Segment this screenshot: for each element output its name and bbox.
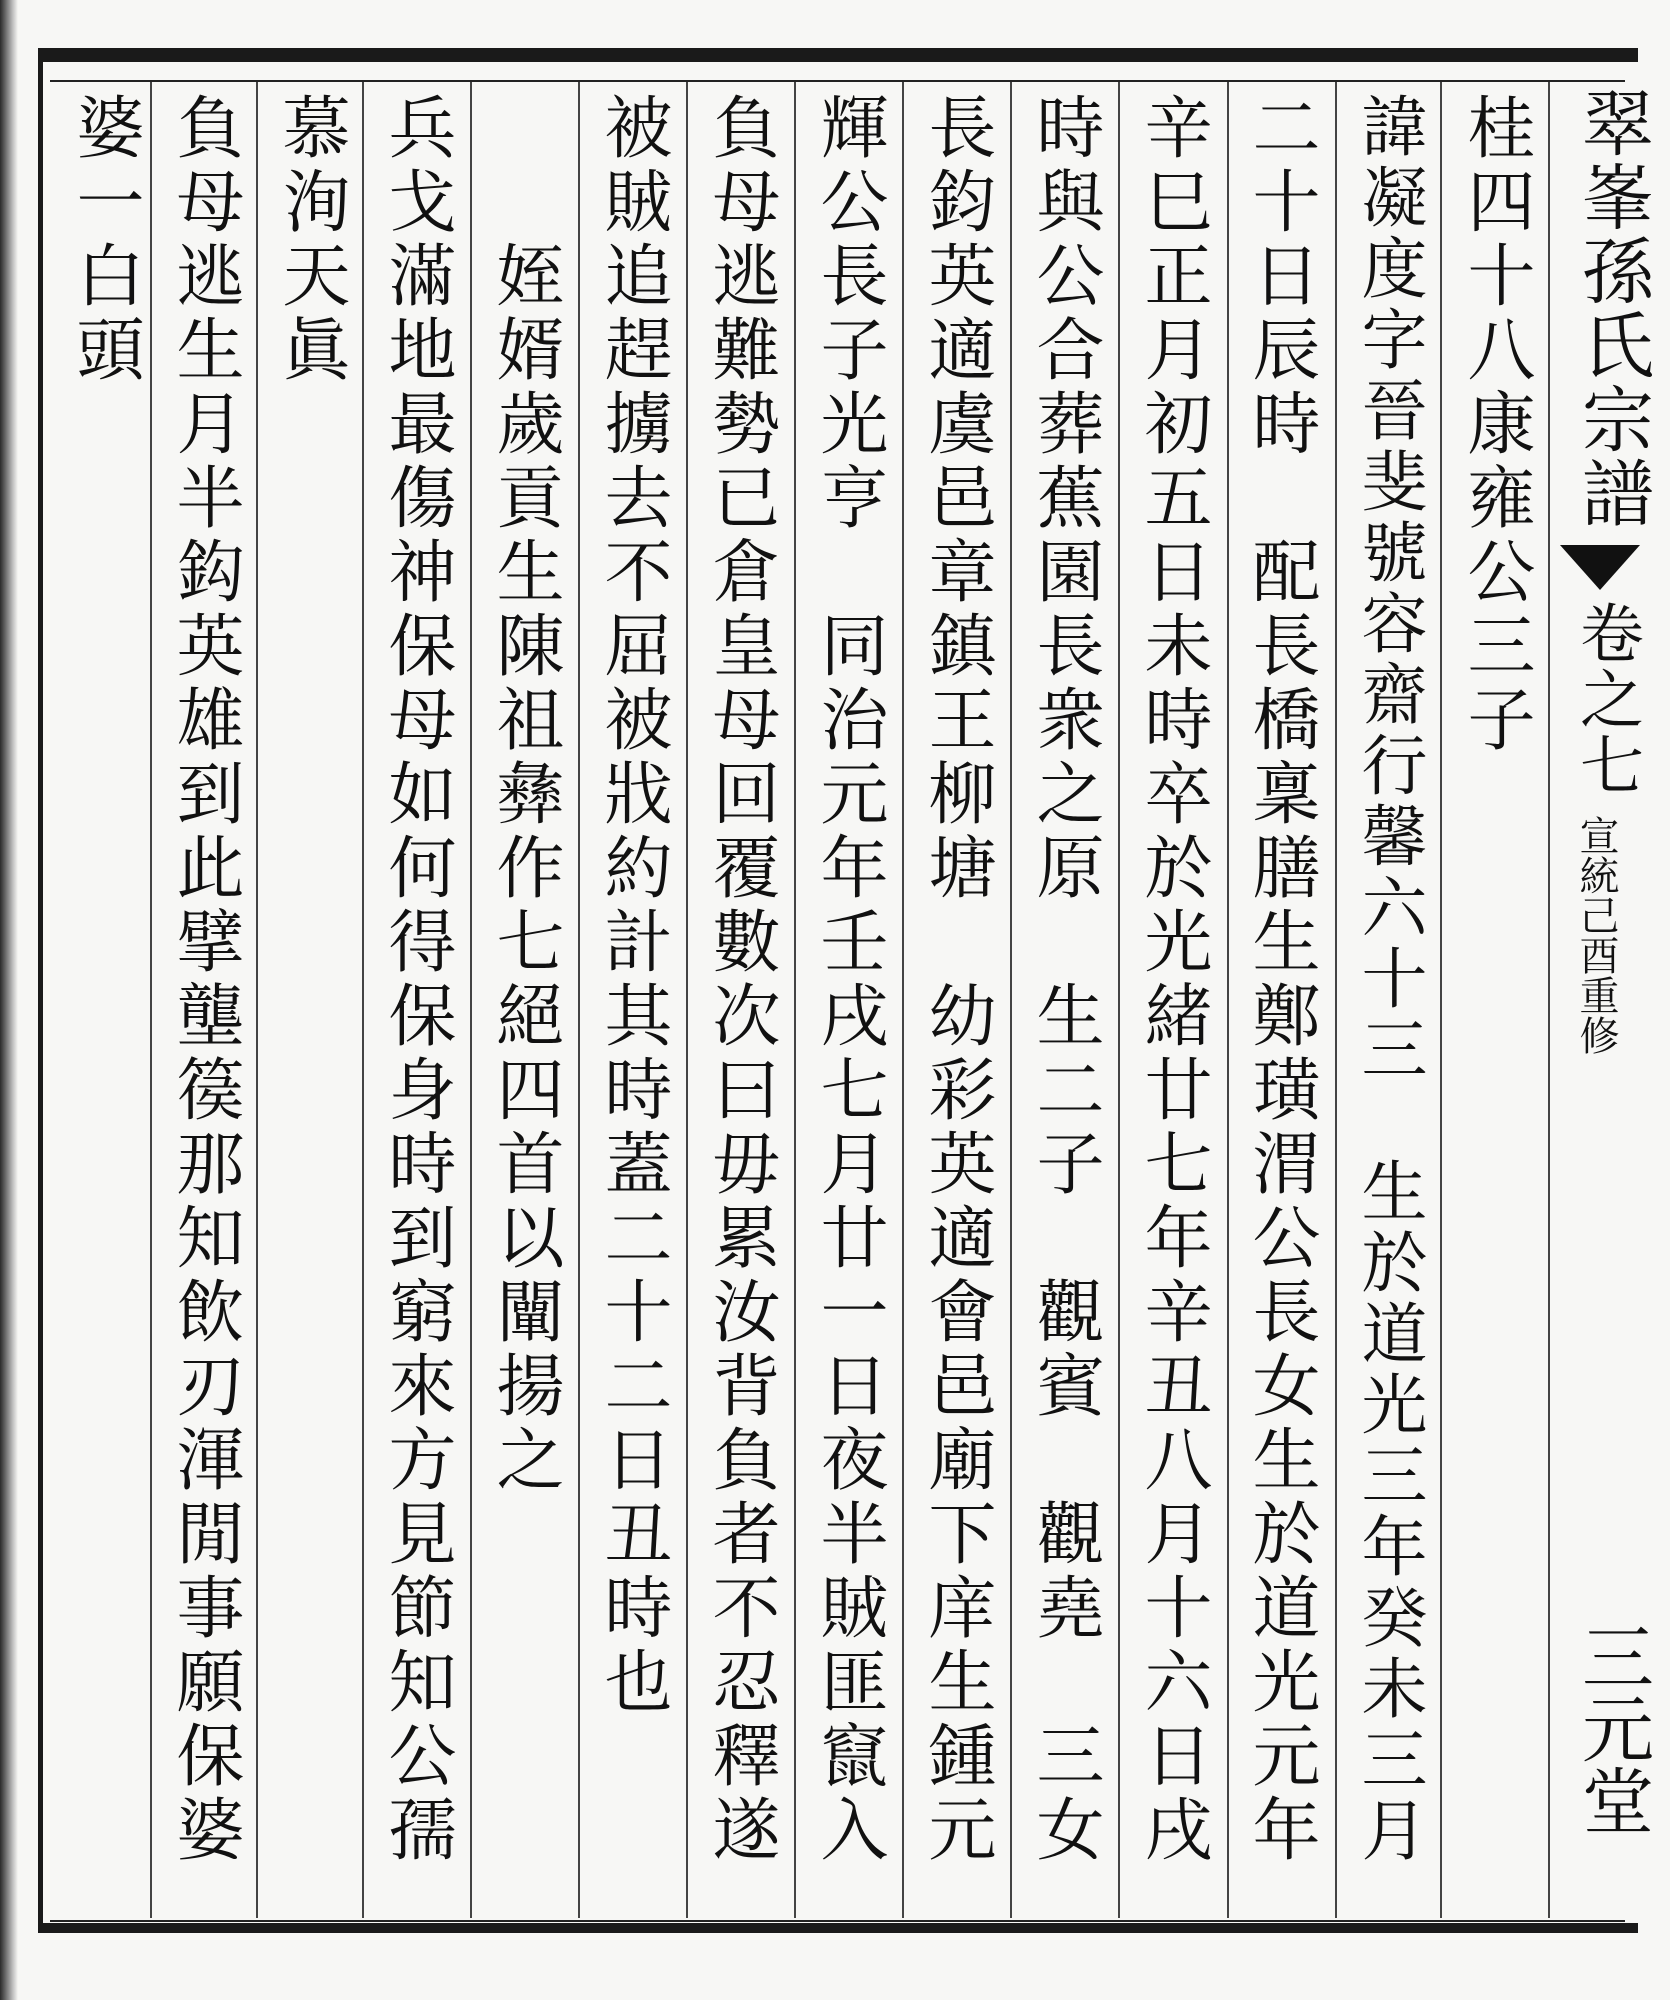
column-rule [1440, 82, 1442, 1918]
text-column-9: 被賊追趕擄去不屈被戕約計其時蓋二十二日丑時也 [593, 92, 672, 1720]
column-rule [1335, 82, 1337, 1918]
page-edge [0, 0, 18, 2000]
column-rule [362, 82, 364, 1918]
column-rule [686, 82, 688, 1918]
column-rule [578, 82, 580, 1918]
volume-label: 卷之七 [1569, 600, 1643, 798]
column-rule [256, 82, 258, 1918]
column-rule [1548, 82, 1550, 1918]
text-column-13: 負母逃生月半鈎英雄到此擘壟篌那知飲刃渾閒事願保婆 [165, 92, 244, 1868]
text-column-6: 長鈞英適虞邑章鎮王柳塘 幼彩英適會邑廟下庠生鍾元 [917, 92, 996, 1868]
text-column-1: 桂四十八康雍公三子 [1456, 92, 1535, 758]
text-column-14: 婆一白頭 [65, 92, 144, 388]
edition-date: 宣統己酉重修 [1573, 815, 1619, 1055]
column-rule [1010, 82, 1012, 1918]
column-rule [150, 82, 152, 1918]
text-column-8: 負母逃難勢已倉皇母回覆數次曰毋累汝背負者不忍釋遂 [701, 92, 780, 1868]
text-column-10: 姪婿歲貢生陳祖彝作七絕四首以闡揚之 [485, 92, 564, 1498]
text-column-4: 辛巳正月初五日未時卒於光緒廿七年辛丑八月十六日戌 [1133, 92, 1212, 1868]
hall-name: 三元堂 [1570, 1620, 1654, 1836]
column-rule [470, 82, 472, 1918]
text-column-2: 諱凝度字晉斐號容齋行馨六十三 生於道光三年癸未三月 [1350, 92, 1427, 1867]
column-rule [902, 82, 904, 1918]
fishtail-mark [1560, 545, 1640, 590]
column-rule [1118, 82, 1120, 1918]
text-column-3: 二十日辰時 配長橋稟膳生鄭璜渭公長女生於道光元年 [1241, 92, 1320, 1868]
text-column-5: 時與公合葬蕉園長衆之原 生二子 觀賓 觀堯 三女 [1025, 92, 1104, 1868]
text-column-12: 慕洵天眞 [271, 92, 350, 388]
column-rule [794, 82, 796, 1918]
text-column-7: 輝公長子光亨 同治元年壬戌七月廿一日夜半賊匪竄入 [809, 92, 888, 1868]
column-rule [1227, 82, 1229, 1918]
genealogy-title: 翠峯孫氏宗譜 [1570, 86, 1654, 530]
text-column-11: 兵戈滿地最傷神保母如何得保身時到窮來方見節知公孺 [377, 92, 456, 1868]
